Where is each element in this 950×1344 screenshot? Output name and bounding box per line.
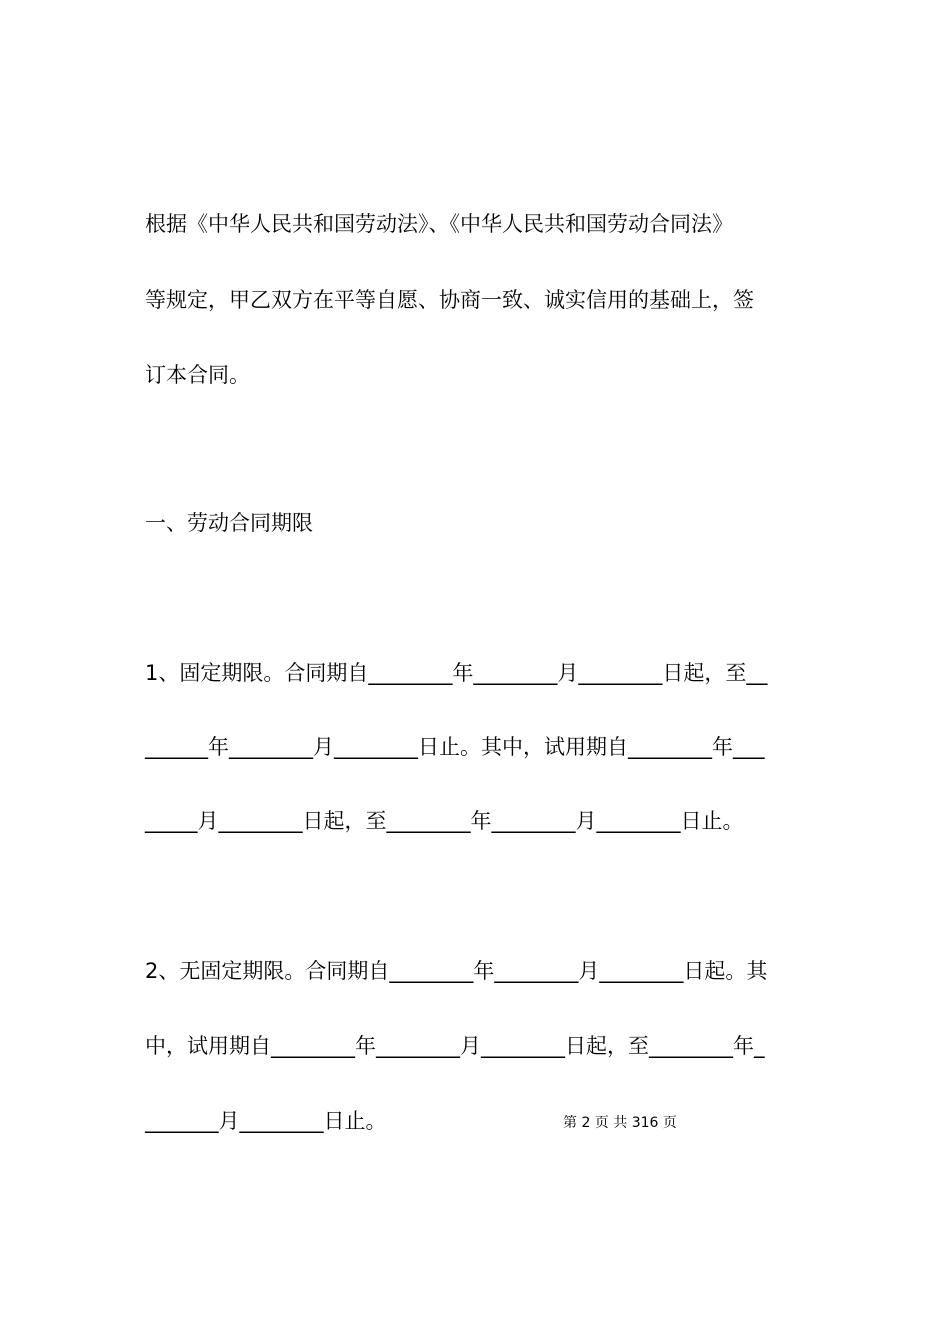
clause-1-line-1: 1、固定期限。合同期自________年________月________日起，至__ [145, 661, 768, 685]
section-heading: 一、劳动合同期限 [145, 511, 313, 535]
page-number: 第 2 页 共 316 页 [563, 1115, 677, 1131]
intro-line-1: 根据《中华人民共和国劳动法》、《中华人民共和国劳动合同法》 [145, 212, 733, 236]
clause-2-line-3: _______月________日止。 [145, 1109, 387, 1133]
clause-1-line-3: _____月________日起，至________年________月________日止。 [145, 809, 744, 833]
clause-1-line-2: ______年________月________日止。其中，试用期自________年___ [145, 735, 765, 759]
intro-line-3: 订本合同。 [145, 363, 250, 387]
intro-line-2: 等规定，甲乙双方在平等自愿、协商一致、诚实信用的基础上，签 [145, 288, 754, 312]
clause-2-line-1: 2、无固定期限。合同期自________年________月________日起。其 [145, 959, 768, 983]
clause-2-line-2: 中，试用期自________年________月________日起，至________年_ [145, 1034, 765, 1058]
